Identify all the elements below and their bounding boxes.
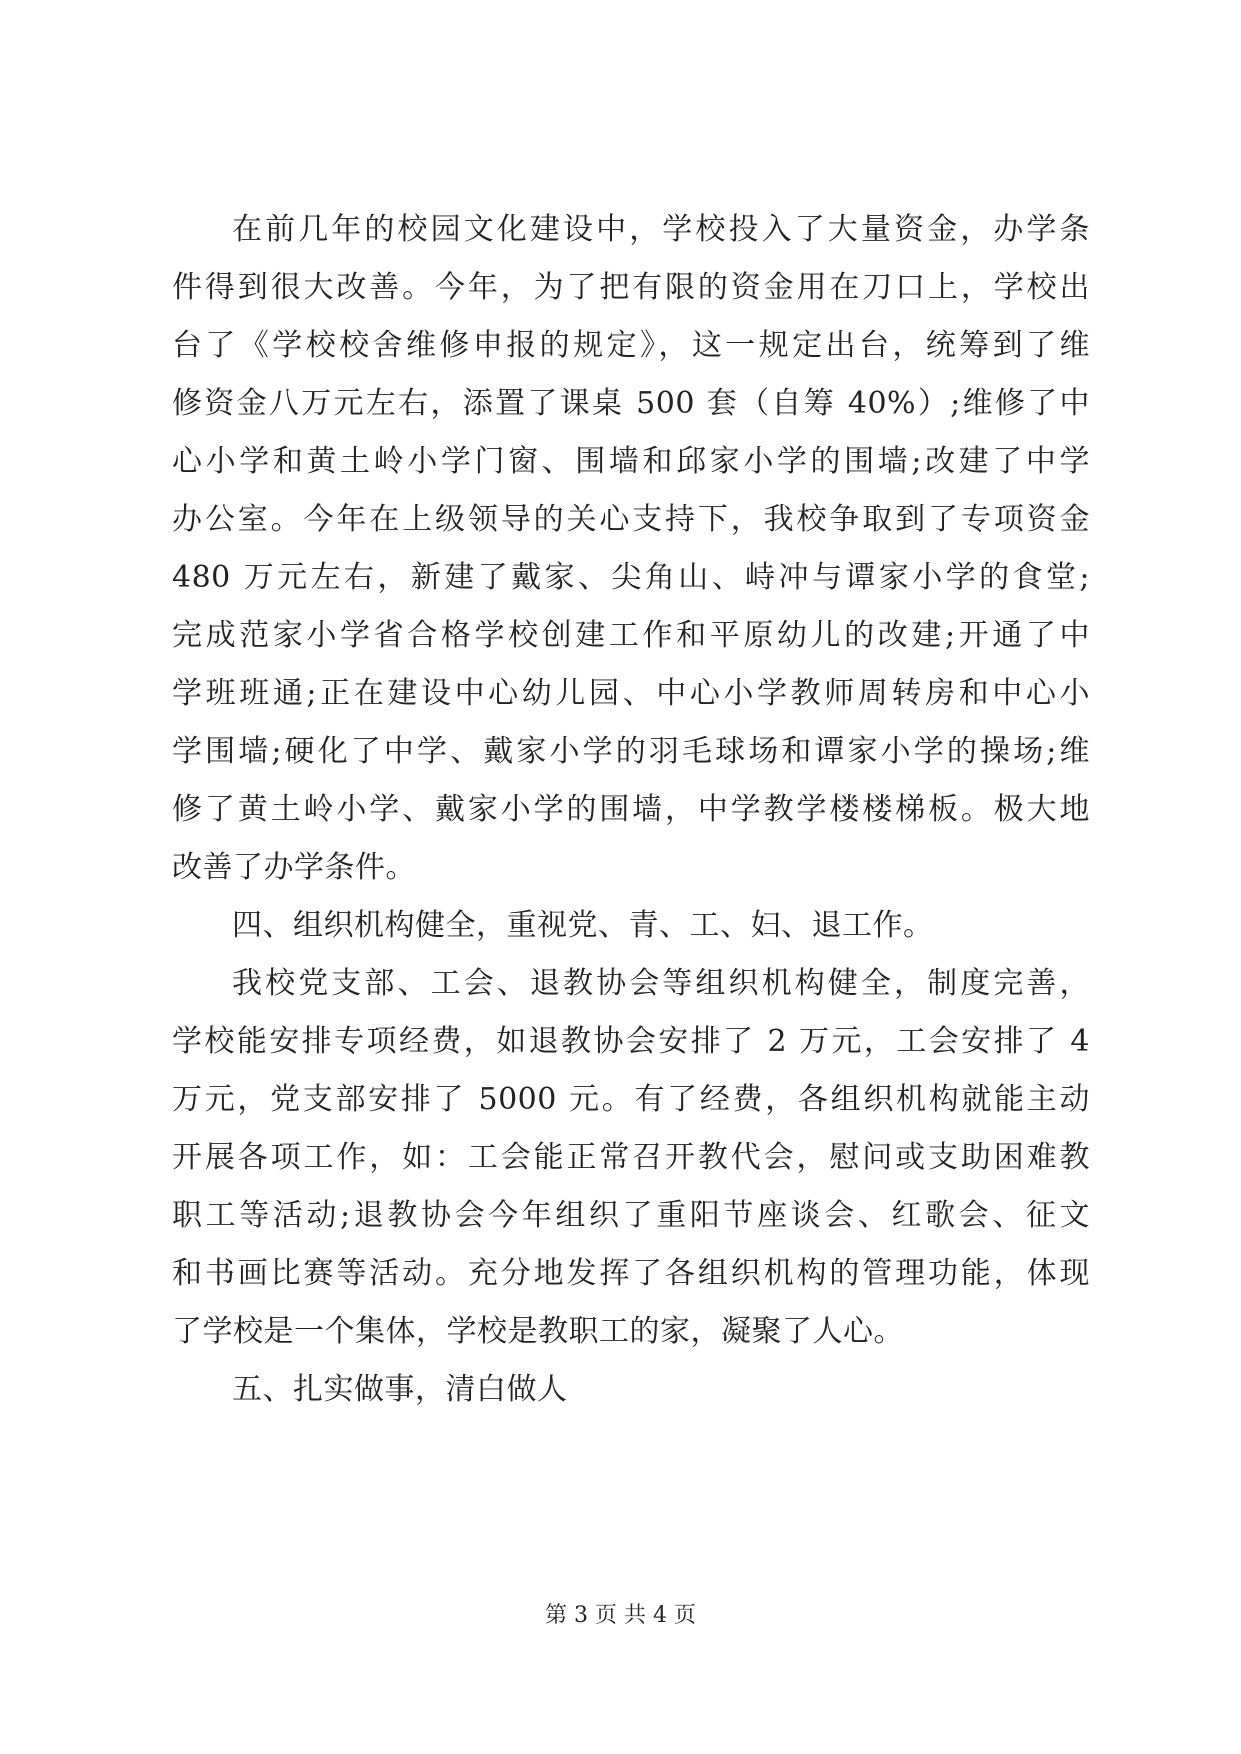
paragraph-2-line-1: 我校党支部、工会、退教协会等组织机构健全，制度完善， [232, 966, 1090, 1001]
paragraph-1-line-5: 心小学和黄土岭小学门窗、围墙和邱家小学的围墙;改建了中学 [172, 444, 1090, 479]
paragraph-1-line-1: 在前几年的校园文化建设中，学校投入了大量资金，办学条 [232, 212, 1090, 247]
paragraph-2-line-3: 万元，党支部安排了 5000 元。有了经费，各组织机构就能主动 [172, 1082, 1090, 1117]
paragraph-1-line-11: 修了黄土岭小学、戴家小学的围墙，中学教学楼楼梯板。极大地 [172, 792, 1090, 827]
paragraph-1-line-10: 学围墙;硬化了中学、戴家小学的羽毛球场和谭家小学的操场;维 [172, 734, 1090, 769]
paragraph-1-line-2: 件得到很大改善。今年，为了把有限的资金用在刀口上，学校出 [172, 270, 1090, 305]
page-footer: 第 3 页 共 4 页 [545, 1603, 696, 1628]
paragraph-1-line-3: 台了《学校校舍维修申报的规定》，这一规定出台，统筹到了维 [172, 328, 1090, 363]
paragraph-1-line-8: 完成范家小学省合格学校创建工作和平原幼儿的改建;开通了中 [172, 618, 1090, 653]
paragraph-1-line-12: 改善了办学条件。 [172, 850, 416, 885]
paragraph-1-line-6: 办公室。今年在上级领导的关心支持下，我校争取到了专项资金 [172, 502, 1090, 537]
paragraph-2-line-4: 开展各项工作，如：工会能正常召开教代会，慰问或支助困难教 [172, 1140, 1090, 1175]
paragraph-2-line-7: 了学校是一个集体，学校是教职工的家，凝聚了人心。 [172, 1314, 904, 1349]
paragraph-1-line-7: 480 万元左右，新建了戴家、尖角山、峙冲与谭家小学的食堂; [172, 560, 1090, 595]
paragraph-1-line-4: 修资金八万元左右，添置了课桌 500 套（自筹 40%）;维修了中 [172, 386, 1090, 421]
section-heading-5: 五、扎实做事，清白做人 [232, 1372, 568, 1407]
section-heading-4: 四、组织机构健全，重视党、青、工、妇、退工作。 [232, 908, 934, 943]
paragraph-2-line-6: 和书画比赛等活动。充分地发挥了各组织机构的管理功能，体现 [172, 1256, 1090, 1291]
paragraph-2-line-2: 学校能安排专项经费，如退教协会安排了 2 万元，工会安排了 4 [172, 1024, 1090, 1059]
paragraph-2-line-5: 职工等活动;退教协会今年组织了重阳节座谈会、红歌会、征文 [172, 1198, 1090, 1233]
paragraph-1-line-9: 学班班通;正在建设中心幼儿园、中心小学教师周转房和中心小 [172, 676, 1090, 711]
